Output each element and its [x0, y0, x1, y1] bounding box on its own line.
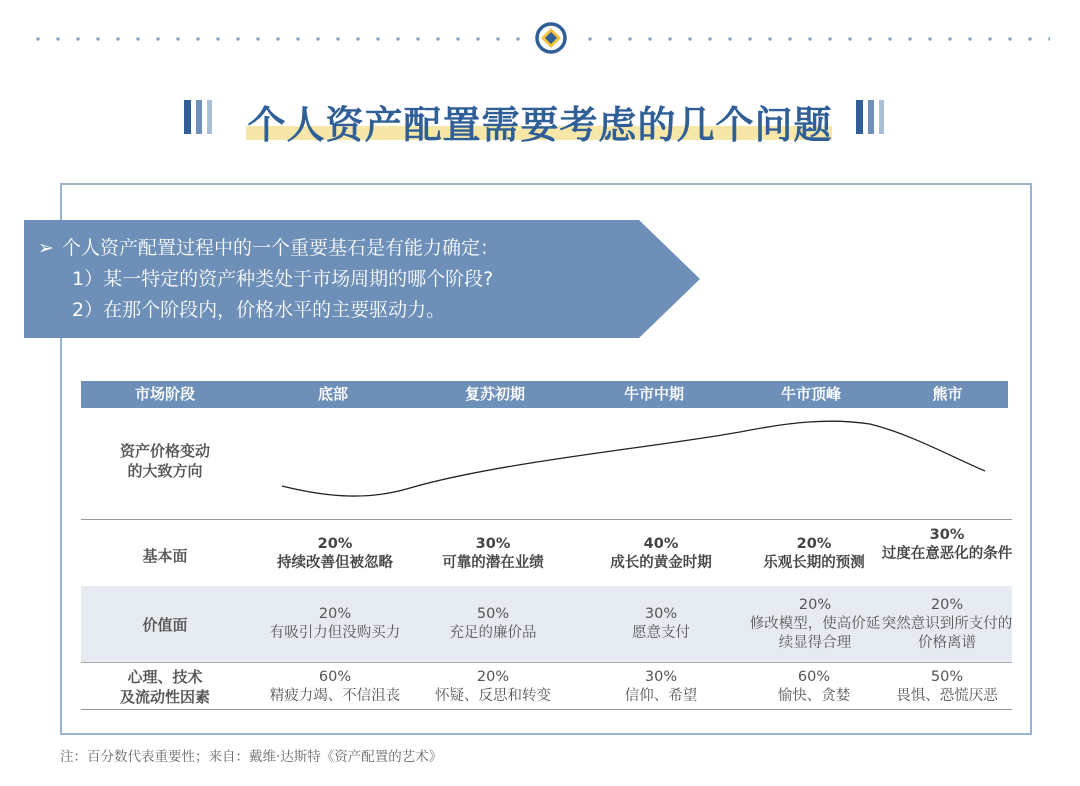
price-direction-label	[81, 441, 249, 481]
callout-text	[38, 233, 499, 326]
cell-percent: 20%	[796, 536, 832, 552]
cell-desc: 持续改善但被忽略	[277, 555, 393, 571]
row-label-line2: 及流动性因素	[119, 688, 210, 706]
cell-desc: 愿意支付	[632, 625, 690, 641]
footnote: 注：百分数代表重要性；来自：戴维·达斯特《资产配置的艺术》	[60, 749, 443, 765]
cell-percent: 60%	[797, 669, 831, 685]
table-header	[81, 381, 1008, 408]
table-cell	[744, 668, 884, 706]
table-cell	[255, 535, 415, 573]
cell-percent: 20%	[318, 606, 352, 622]
cell-desc: 愉快、贪婪	[777, 688, 851, 704]
cell-percent: 20%	[317, 536, 353, 552]
row-label-line1: 心理、技术	[127, 668, 203, 686]
cell-desc: 乐观长期的预测	[763, 555, 865, 571]
row-divider	[81, 709, 1012, 710]
cell-desc: 充足的廉价品	[449, 625, 537, 641]
cell-desc: 成长的黄金时期	[610, 555, 712, 571]
cell-desc: 精疲力竭、不信沮丧	[269, 688, 401, 704]
table-cell	[255, 605, 415, 643]
title-area	[0, 92, 1080, 152]
cell-percent: 30%	[644, 606, 678, 622]
cell-desc: 畏惧、恐慌厌恶	[896, 688, 998, 704]
table-cell	[420, 605, 566, 643]
header-bear: 熊市	[932, 385, 963, 403]
callout-line-2: 1）某一特定的资产种类处于市场周期的哪个阶段?	[72, 268, 494, 290]
header-stage: 市场阶段	[134, 385, 195, 403]
cell-desc: 怀疑、反思和转变	[435, 688, 551, 704]
dotted-divider-right	[580, 36, 1050, 42]
cell-desc: 可靠的潜在业绩	[442, 555, 544, 571]
price-direction-label-line2: 的大致方向	[127, 462, 203, 480]
price-trend-curve	[270, 410, 1000, 510]
table-cell	[744, 535, 884, 573]
table-cell	[255, 668, 415, 706]
row-label-value: 价值面	[142, 616, 188, 634]
callout-line-3: 2）在那个阶段内，价格水平的主要驱动力。	[72, 299, 446, 321]
vertical-bars-icon	[856, 100, 889, 134]
price-direction-label-line1: 资产价格变动	[119, 442, 210, 460]
page-title: 个人资产配置需要考虑的几个问题	[247, 103, 833, 147]
cell-percent: 30%	[475, 536, 511, 552]
cell-percent: 30%	[929, 527, 965, 543]
table-cell	[880, 526, 1014, 564]
circular-diamond-logo-icon	[534, 21, 568, 55]
cell-desc: 信仰、希望	[624, 688, 698, 704]
table-cell	[880, 668, 1014, 706]
cell-desc: 有吸引力但没购买力	[269, 625, 401, 641]
cell-percent: 40%	[643, 536, 679, 552]
row-divider	[81, 662, 1012, 663]
vertical-bars-icon	[184, 100, 217, 134]
row-label-fundamental: 基本面	[142, 547, 188, 565]
cell-desc: 修改模型，使高价延续显得合理	[749, 616, 881, 651]
table-cell	[576, 605, 746, 643]
table-cell	[880, 596, 1014, 653]
header-bottom: 底部	[317, 385, 348, 403]
cell-percent: 60%	[318, 669, 352, 685]
chevron-right-icon: ➢	[38, 237, 54, 259]
row-divider	[81, 519, 1012, 520]
cell-desc: 过度在意恶化的条件	[881, 546, 1013, 562]
table-cell	[576, 535, 746, 573]
cell-desc: 突然意识到所支付的价格离谱	[881, 616, 1013, 651]
table-cell	[420, 668, 566, 706]
cell-percent: 50%	[476, 606, 510, 622]
cell-percent: 20%	[930, 597, 964, 613]
table-cell	[420, 535, 566, 573]
table-cell	[748, 596, 882, 653]
callout-line-1: 个人资产配置过程中的一个重要基石是有能力确定：	[62, 237, 500, 259]
row-label-psychology	[81, 667, 249, 707]
header-early-recovery: 复苏初期	[464, 385, 525, 403]
cell-percent: 20%	[476, 669, 510, 685]
header-bull-peak: 牛市顶峰	[780, 385, 841, 403]
dotted-divider-left	[28, 36, 528, 42]
cell-percent: 20%	[798, 597, 832, 613]
cell-percent: 50%	[930, 669, 964, 685]
header-mid-bull: 牛市中期	[623, 385, 684, 403]
cell-percent: 30%	[644, 669, 678, 685]
table-cell	[576, 668, 746, 706]
